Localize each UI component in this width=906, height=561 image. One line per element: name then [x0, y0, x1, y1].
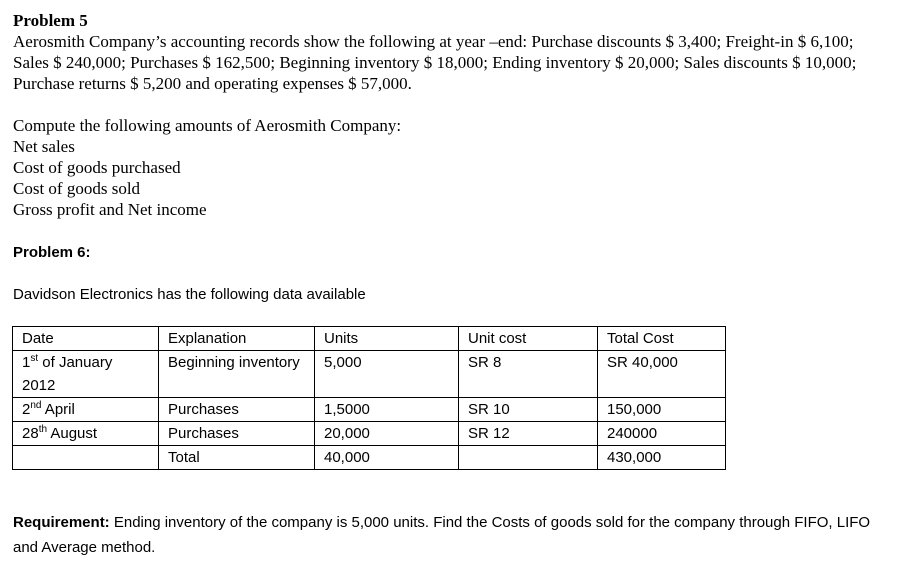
- problem-5-prompt: Compute the following amounts of Aerosmith Company:: [13, 116, 402, 135]
- cell-total-cost: 150,000: [598, 398, 726, 422]
- cell-units: 20,000: [315, 422, 459, 446]
- cell-unit-cost: [459, 446, 598, 470]
- header-date: Date: [13, 327, 159, 351]
- requirement-text: Ending inventory of the company is 5,000 units. Find the Costs of goods sold for the company through FIFO, LIFO and Average method.: [13, 514, 871, 556]
- header-unit-cost: Unit cost: [459, 327, 598, 351]
- list-item: Net sales: [13, 137, 75, 156]
- cell-date: 1st of January 2012: [13, 351, 159, 398]
- problem-6-intro: Davidson Electronics has the following data available: [13, 286, 366, 303]
- cell-unit-cost: SR 12: [459, 422, 598, 446]
- cell-explanation: Purchases: [159, 422, 315, 446]
- table-row: [13, 422, 726, 446]
- problem-5-list: [13, 115, 893, 220]
- cell-total-cost: 240000: [598, 422, 726, 446]
- problem-5-title: Problem 5: [13, 11, 88, 30]
- cell-explanation: Total: [159, 446, 315, 470]
- cell-unit-cost: SR 8: [459, 351, 598, 398]
- requirement: [13, 510, 893, 560]
- cell-date: 28th August: [13, 422, 159, 446]
- table-header-row: [13, 327, 726, 351]
- cell-units: 5,000: [315, 351, 459, 398]
- cell-total-cost: 430,000: [598, 446, 726, 470]
- table-row: [13, 446, 726, 470]
- inventory-table: [12, 326, 726, 470]
- list-item: Cost of goods purchased: [13, 158, 181, 177]
- cell-explanation: Beginning inventory: [159, 351, 315, 398]
- cell-explanation: Purchases: [159, 398, 315, 422]
- table-row: [13, 398, 726, 422]
- cell-units: 1,5000: [315, 398, 459, 422]
- problem-6-title: Problem 6:: [13, 244, 91, 261]
- problem-5-paragraph: Aerosmith Company’s accounting records show the following at year –end: Purchase discounts $ 3,400; Freight-in $ 6,100; Sales $ 240,000; Purchases $ 162,500; Beginning inventory $ 18,000; Ending inventory $ 20,000; Sales discounts $ 10,000; Purchase returns $ 5,200 and operating expenses $ 57,000.: [13, 32, 857, 93]
- table-row: [13, 351, 726, 398]
- list-item: Cost of goods sold: [13, 179, 141, 198]
- header-explanation: Explanation: [159, 327, 315, 351]
- problem-5-section: [13, 10, 893, 220]
- cell-unit-cost: SR 10: [459, 398, 598, 422]
- list-item: Gross profit and Net income: [13, 200, 207, 219]
- header-units: Units: [315, 327, 459, 351]
- requirement-label: Requirement:: [13, 514, 110, 531]
- cell-units: 40,000: [315, 446, 459, 470]
- cell-total-cost: SR 40,000: [598, 351, 726, 398]
- cell-date: 2nd April: [13, 398, 159, 422]
- cell-date: [13, 446, 159, 470]
- header-total-cost: Total Cost: [598, 327, 726, 351]
